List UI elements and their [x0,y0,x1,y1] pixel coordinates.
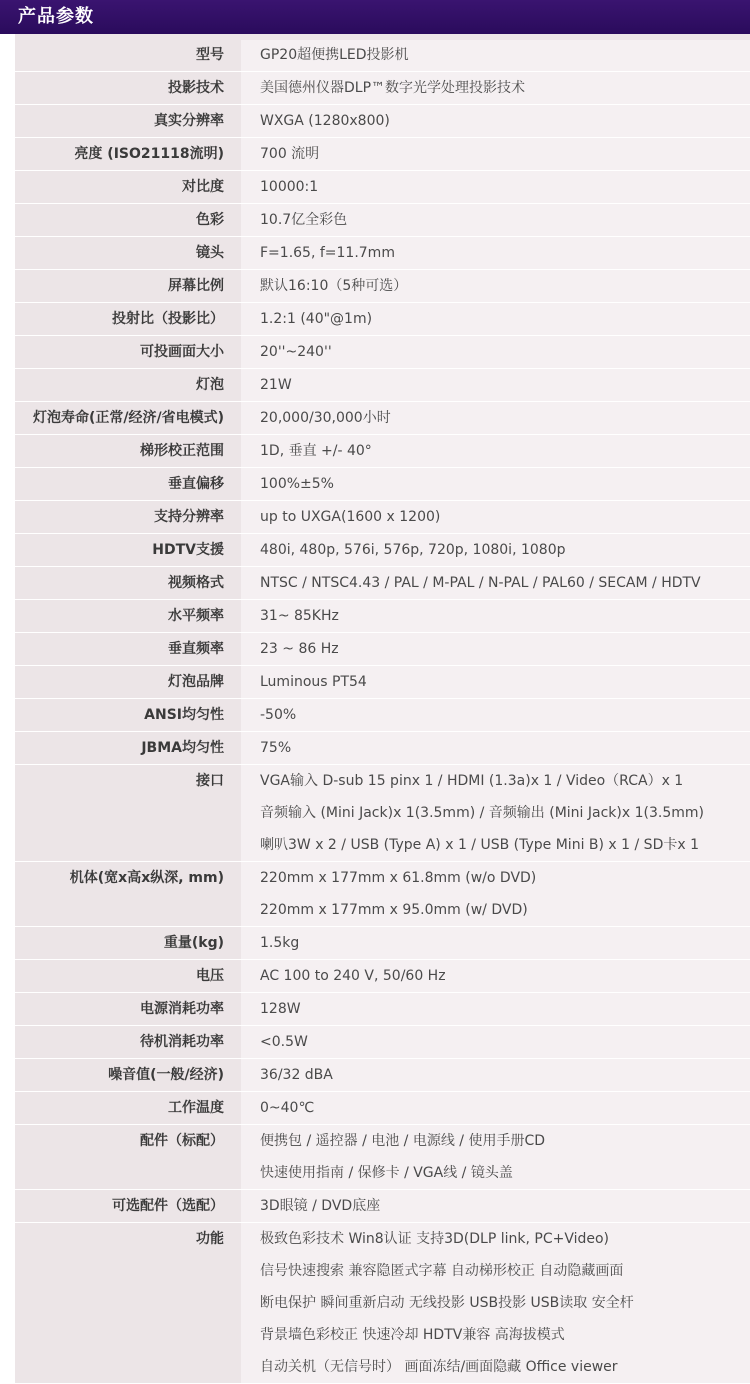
spec-value-cell [241,567,750,599]
spec-value: 3D眼镜 / DVD底座 [260,1198,381,1214]
spec-label: ANSI均匀性 [144,707,224,723]
spec-value-cell [241,534,750,566]
spec-row [15,699,750,732]
spec-value-cell [241,303,750,335]
spec-value: 75% [260,740,292,756]
spec-label-cell [15,927,241,959]
spec-label: JBMA均匀性 [141,740,224,756]
spec-value-cell [241,468,750,500]
spec-label: 视频格式 [168,575,224,591]
spec-row [15,534,750,567]
spec-value-cell [241,40,750,71]
spec-label: 配件（标配） [140,1133,224,1149]
spec-label-cell [15,1125,241,1189]
spec-label-cell [15,1026,241,1058]
spec-value: 20,000/30,000小时 [260,410,391,426]
spec-value-cell [241,171,750,203]
spec-value: 信号快速搜索 兼容隐匿式字幕 自动梯形校正 自动隐藏画面 [260,1263,624,1279]
spec-label-cell [15,435,241,467]
spec-value-cell [241,1059,750,1091]
spec-label: 梯形校正范围 [140,443,224,459]
spec-label: 灯泡寿命(正常/经济/省电模式) [32,410,224,426]
spec-label-cell [15,534,241,566]
spec-label-cell [15,468,241,500]
spec-label-cell [15,40,241,71]
spec-value-cell [241,1125,750,1189]
spec-label: 水平频率 [168,608,224,624]
spec-row [15,369,750,402]
spec-row [15,960,750,993]
spec-label-cell [15,369,241,401]
spec-value: 10000:1 [260,179,319,195]
spec-value: AC 100 to 240 V, 50/60 Hz [260,968,446,984]
spec-value-cell [241,105,750,137]
spec-label: 电压 [196,968,224,984]
spec-label-cell [15,501,241,533]
spec-value: 便携包 / 遥控器 / 电池 / 电源线 / 使用手册CD [260,1133,546,1149]
spec-row [15,171,750,204]
spec-label: 型号 [196,47,224,63]
spec-value: GP20超便携LED投影机 [260,47,409,63]
spec-label: 噪音值(一般/经济) [108,1067,224,1083]
spec-table [15,34,750,1384]
spec-value-cell [241,862,750,926]
spec-value: Luminous PT54 [260,674,367,690]
spec-label-cell [15,862,241,926]
spec-label-cell [15,765,241,861]
spec-value-cell [241,633,750,665]
spec-value: WXGA (1280x800) [260,113,390,129]
spec-value-cell [241,402,750,434]
spec-value: 220mm x 177mm x 61.8mm (w/o DVD) [260,870,537,886]
spec-row [15,567,750,600]
spec-value-cell [241,699,750,731]
spec-row [15,666,750,699]
spec-row [15,600,750,633]
spec-label-cell [15,204,241,236]
spec-value: 快速使用指南 / 保修卡 / VGA线 / 镜头盖 [260,1165,513,1181]
spec-value: 10.7亿全彩色 [260,212,348,228]
spec-label-cell [15,732,241,764]
spec-value: NTSC / NTSC4.43 / PAL / M-PAL / N-PAL / PAL60 / SECAM / HDTV [260,575,701,591]
spec-label-cell [15,270,241,302]
spec-label: 待机消耗功率 [140,1034,224,1050]
spec-label: 灯泡品牌 [168,674,224,690]
spec-value: 1D, 垂直 +/- 40° [260,443,372,459]
spec-value: F=1.65, f=11.7mm [260,245,395,261]
spec-label-cell [15,72,241,104]
spec-value: 音频输入 (Mini Jack)x 1(3.5mm) / 音频输出 (Mini Jack)x 1(3.5mm) [260,805,704,821]
spec-value: 极致色彩技术 Win8认证 支持3D(DLP link, PC+Video) [260,1231,610,1247]
spec-value-cell [241,600,750,632]
spec-value: 自动关机（无信号时） 画面冻结/画面隐藏 Office viewer [260,1359,618,1375]
spec-label: 机体(宽x高x纵深, mm) [69,870,224,886]
spec-value-cell [241,435,750,467]
spec-label-cell [15,237,241,269]
spec-label: 投影技术 [168,80,224,96]
spec-row [15,993,750,1026]
spec-value-cell [241,336,750,368]
spec-value-cell [241,732,750,764]
spec-value: -50% [260,707,297,723]
spec-row [15,1125,750,1190]
spec-value-cell [241,72,750,104]
spec-value-cell [241,270,750,302]
spec-label-cell [15,993,241,1025]
spec-value: 480i, 480p, 576i, 576p, 720p, 1080i, 1080p [260,542,566,558]
spec-value-cell [241,138,750,170]
spec-value: 默认16:10（5种可选） [260,278,408,294]
spec-value: up to UXGA(1600 x 1200) [260,509,441,525]
spec-label: 重量(kg) [163,935,224,951]
spec-value: 23 ~ 86 Hz [260,641,339,657]
spec-row [15,468,750,501]
spec-value-cell [241,666,750,698]
spec-row [15,1059,750,1092]
spec-label: 可选配件（选配） [112,1198,224,1214]
spec-label-cell [15,567,241,599]
spec-label-cell [15,1190,241,1222]
spec-row [15,402,750,435]
spec-value-cell [241,204,750,236]
spec-value-cell [241,960,750,992]
spec-label-cell [15,336,241,368]
spec-row [15,138,750,171]
spec-label-cell [15,1092,241,1124]
spec-label: 对比度 [182,179,224,195]
spec-value: 0~40℃ [260,1100,315,1116]
spec-row [15,270,750,303]
spec-label: 垂直频率 [168,641,224,657]
spec-label: 屏幕比例 [168,278,224,294]
spec-label-cell [15,402,241,434]
spec-row [15,303,750,336]
spec-row [15,1026,750,1059]
spec-label: 电源消耗功率 [140,1001,224,1017]
spec-label-cell [15,960,241,992]
spec-value: 1.2:1 (40"@1m) [260,311,373,327]
spec-value: 21W [260,377,292,393]
spec-row [15,105,750,138]
spec-label: 灯泡 [196,377,224,393]
spec-value-cell [241,993,750,1025]
spec-value: <0.5W [260,1034,308,1050]
spec-value-cell [241,765,750,861]
spec-value: 128W [260,1001,301,1017]
spec-label: 投射比（投影比） [112,311,224,327]
spec-row [15,501,750,534]
spec-row [15,237,750,270]
spec-value-cell [241,501,750,533]
spec-row [15,732,750,765]
spec-label-cell [15,1223,241,1383]
spec-label-cell [15,171,241,203]
spec-row [15,927,750,960]
spec-row [15,765,750,862]
spec-label: 亮度 (ISO21118流明) [74,146,224,162]
spec-label-cell [15,138,241,170]
spec-label: HDTV支援 [152,542,224,558]
spec-label: 工作温度 [168,1100,224,1116]
spec-label: 功能 [196,1231,224,1247]
spec-label: 支持分辨率 [154,509,224,525]
section-header [0,0,750,34]
spec-value: 断电保护 瞬间重新启动 无线投影 USB投影 USB读取 安全杆 [260,1295,634,1311]
spec-value-cell [241,237,750,269]
section-title: 产品参数 [18,6,94,27]
spec-row [15,1190,750,1223]
spec-value: VGA输入 D-sub 15 pinx 1 / HDMI (1.3a)x 1 / Video（RCA）x 1 [260,773,684,789]
spec-value-cell [241,927,750,959]
spec-row [15,633,750,666]
spec-value: 背景墙色彩校正 快速冷却 HDTV兼容 高海拔模式 [260,1327,565,1343]
spec-label-cell [15,303,241,335]
spec-label-cell [15,600,241,632]
spec-label-cell [15,666,241,698]
spec-value: 100%±5% [260,476,334,492]
spec-row [15,1223,750,1384]
spec-value-cell [241,1223,750,1383]
spec-value: 36/32 dBA [260,1067,333,1083]
spec-label-cell [15,1059,241,1091]
spec-value-cell [241,1092,750,1124]
spec-value: 700 流明 [260,146,320,162]
spec-row [15,1092,750,1125]
spec-value: 喇叭3W x 2 / USB (Type A) x 1 / USB (Type Mini B) x 1 / SD卡x 1 [260,837,699,853]
spec-label: 镜头 [196,245,224,261]
spec-value: 美国德州仪器DLP™数字光学处理投影技术 [260,80,526,96]
spec-row [15,336,750,369]
spec-value: 31~ 85KHz [260,608,339,624]
spec-label-cell [15,633,241,665]
spec-label: 垂直偏移 [168,476,224,492]
spec-row [15,862,750,927]
spec-value-cell [241,1190,750,1222]
spec-label: 可投画面大小 [140,344,224,360]
spec-row [15,204,750,237]
spec-label-cell [15,105,241,137]
spec-value-cell [241,369,750,401]
spec-row [15,40,750,72]
spec-label-cell [15,699,241,731]
spec-label: 色彩 [196,212,224,228]
spec-value: 220mm x 177mm x 95.0mm (w/ DVD) [260,902,528,918]
spec-value: 20''~240'' [260,344,332,360]
spec-row [15,435,750,468]
spec-value: 1.5kg [260,935,300,951]
spec-label: 真实分辨率 [154,113,224,129]
spec-label: 接口 [196,773,224,789]
spec-value-cell [241,1026,750,1058]
spec-row [15,72,750,105]
